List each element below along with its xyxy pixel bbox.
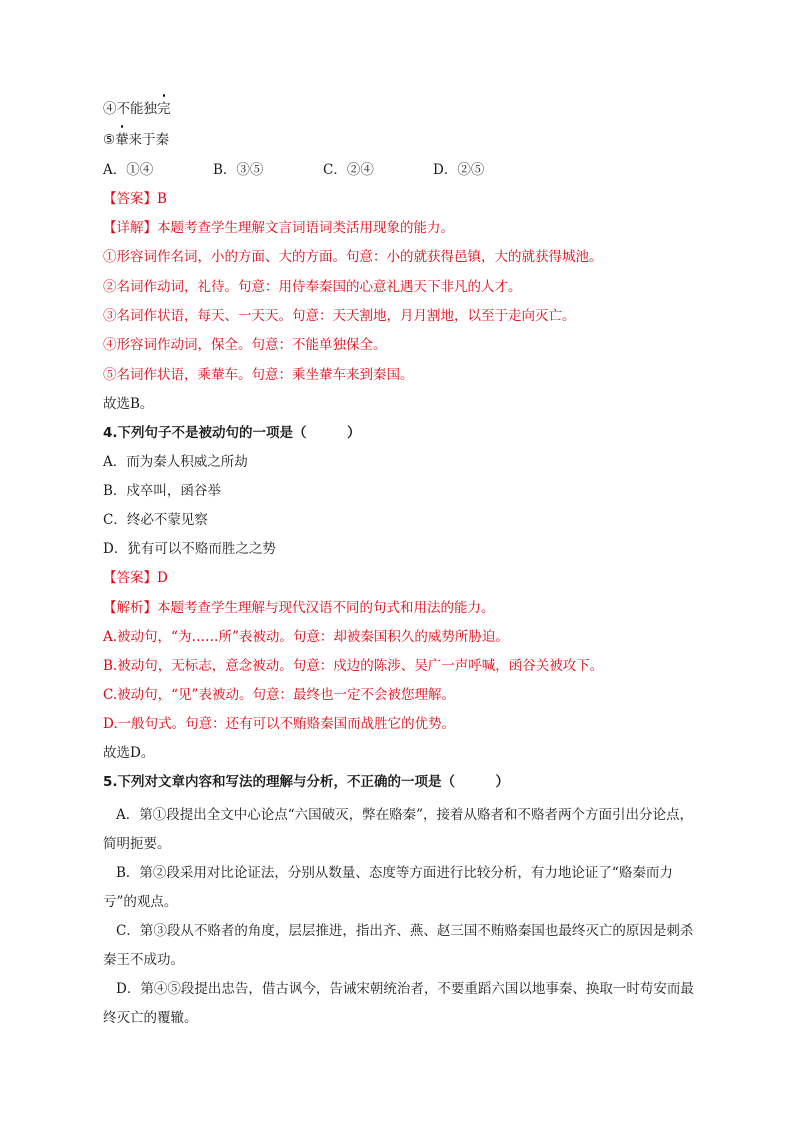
q5-stem: 5.下列对文章内容和写法的理解与分析，不正确的一项是（ ）	[103, 774, 510, 790]
option-b: B．③⑤	[213, 162, 264, 178]
q3-detail-2: ②名词作动词，礼待。句意：用侍奉秦国的心意礼遇天下非凡的人才。	[103, 279, 522, 295]
q3-item-4	[103, 99, 171, 119]
q5-option-d: D．第④⑤段提出忠告，借古讽今，告诫宋朝统治者，不要重蹈六国以地事秦、换取一时苟安而最终灭亡的覆辙。	[103, 981, 694, 1026]
q4-analysis-b: B.被动句，无标志，意念被动。句意：戍边的陈涉、吴广一声呼喊，函谷关被攻下。	[103, 658, 604, 674]
emphasis-dot-char: 完	[157, 101, 171, 117]
q4-answer: 【答案】D	[103, 570, 168, 586]
q4-option-b: B．戍卒叫，函谷举	[103, 483, 221, 499]
q3-detail-5: ⑤名词作状语，乘輂车。句意：乘坐輂车来到秦国。	[103, 367, 414, 383]
q4-option-a: A．而为秦人积威之所劫	[103, 454, 248, 470]
q4-analysis-d: D.一般句式。句意：还有可以不贿赂秦国而战胜它的优势。	[103, 716, 456, 732]
q3-conclusion: 故选B。	[103, 396, 154, 412]
q4-analysis-c: C.被动句，“见”表被动。句意：最终也一定不会被您理解。	[103, 687, 455, 703]
q4-stem: 4.下列句子不是被动句的一项是（ ）	[103, 425, 361, 441]
item-number: ⑤	[103, 132, 116, 148]
q3-detail-1: ①形容词作名词，小的方面、大的方面。句意：小的就获得邑镇，大的就获得城池。	[103, 249, 603, 265]
option-c: C．②④	[323, 162, 374, 178]
q3-item-5	[103, 130, 169, 150]
q3-detail-4: ④形容词作动词，保全。句意：不能单独保全。	[103, 337, 387, 353]
q3-detail-intro: 【详解】本题考查学生理解文言词语词类活用现象的能力。	[103, 220, 454, 236]
q3-answer: 【答案】B	[103, 191, 167, 207]
q4-option-d: D．犹有可以不赂而胜之之势	[103, 541, 276, 557]
q4-analysis-a: A.被动句，“为……所”表被动。句意：却被秦国积久的威势所胁迫。	[103, 629, 509, 645]
item-text: ④不能独	[103, 101, 157, 117]
q4-analysis-intro: 【解析】本题考查学生理解与现代汉语不同的句式和用法的能力。	[103, 600, 495, 616]
q5-option-b: B．第②段采用对比论证法，分别从数量、态度等方面进行比较分析，有力地论证了“赂秦而力亏”的观点。	[103, 865, 673, 910]
q5-option-c: C．第③段从不赂者的角度，层层推进，指出齐、燕、赵三国不贿赂秦国也最终灭亡的原因是刺杀秦王不成功。	[103, 923, 694, 968]
q3-detail-3: ③名词作状语，每天、一天天。句意：天天割地，月月割地，以至于走向灭亡。	[103, 308, 576, 324]
q3-options	[103, 160, 484, 180]
option-d: D．②⑤	[433, 162, 485, 178]
q5-option-a: A．第①段提出全文中心论点“六国破灭，弊在赂秦”，接着从赂者和不赂者两个方面引出分论点，简明扼要。	[103, 807, 694, 852]
q4-option-c: C．终必不蒙见察	[103, 512, 208, 528]
q4-conclusion: 故选D。	[103, 745, 155, 761]
item-text: 来于秦	[128, 132, 170, 148]
emphasis-dot-char: 輂	[115, 132, 129, 148]
option-a: A．①④	[103, 162, 154, 178]
